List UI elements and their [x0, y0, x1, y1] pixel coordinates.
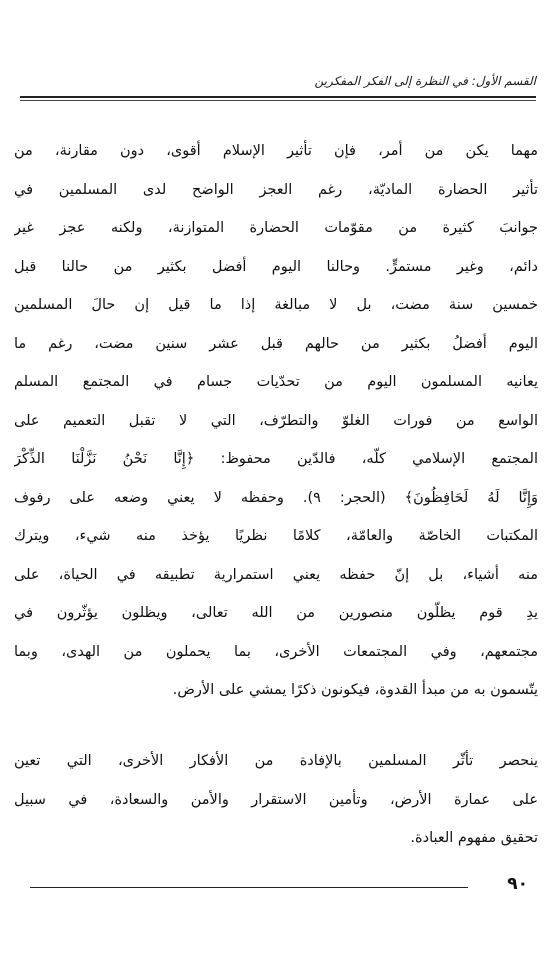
text-line: مهما يكن من أمر، فإن تأثير الإسلام أقوى، دون مقارنة، من	[14, 143, 538, 159]
text-line: مجتمعهم، وفي المجتمعات الأخرى، بما يحملون من الهدى، وبما	[14, 643, 538, 660]
text-line: تأثير الحضارة الماديّة، رغم العجز الواضح لدى المسلمين في	[14, 181, 538, 198]
text-line: ينحصر تأثّر المسلمين بالإفادة من الأفكار الأخرى، التي تعين	[14, 753, 538, 769]
footer-rule	[30, 887, 468, 888]
header-rule-secondary	[20, 100, 536, 101]
text-line: يعانيه المسلمون اليوم من تحدّيات جسام في المجتمع المسلم	[14, 374, 538, 390]
text-line: الواسع من فورات الغلوّ والتطرّف، التي لا تقبل التعميم على	[14, 412, 538, 429]
paragraph-1	[14, 132, 538, 710]
paragraph-2	[14, 742, 538, 858]
running-header: القسم الأول: في النظرة إلى الفكر المفكرين	[314, 74, 536, 88]
text-line: على عمارة الأرض، وتأمين الاستقرار والأمن والسعادة، في سبيل	[14, 791, 538, 808]
text-line: خمسين سنة مضت، بل لا مبالغة إذا ما قيل إن حالَ المسلمين	[14, 297, 538, 313]
text-line: وَإِنَّا لَهُ لَحَافِظُونَ﴾ (الحجر: ٩). وحفظه لا يعني وضعه على رفوف	[14, 489, 538, 506]
header-rule	[20, 96, 536, 98]
text-line: يتّسمون به من مبدأ القدوة، فيكونون ذكرًا يمشي على الأرض.	[172, 682, 538, 698]
text-line: جوانبَ كثيرة من مقوّمات الحضارة المتوازنة، ولكنه عجز غير	[14, 220, 538, 236]
page-number: ٩٠	[507, 874, 528, 894]
text-line: اليوم أفضلُ بكثير من حالهم قبل عشر سنين مضت، رغم ما	[14, 335, 538, 352]
text-line: منه أشياء، بل إنّ حفظه يعني استمرارية تطبيقه في الحياة، على	[14, 566, 538, 583]
text-line: المجتمع الإسلامي كلّه، فالدّين محفوظ: ﴿إِنَّا نَحْنُ نَزَّلْنَا الذِّكْرَ	[14, 451, 538, 467]
text-line: يدِ قوم يظلّون منصورين من الله تعالى، ويظلون يؤثّرون في	[14, 605, 538, 621]
text-line: تحقيق مفهوم العبادة.	[410, 830, 538, 846]
text-line: دائم، وغير مستمرٍّ. وحالنا اليوم أفضل بكثير من حالنا قبل	[14, 258, 538, 275]
text-line: المكتبات الخاصّة والعامّة، كلامًا نظريًا يؤخذ منه شيء، ويترك	[14, 528, 538, 544]
